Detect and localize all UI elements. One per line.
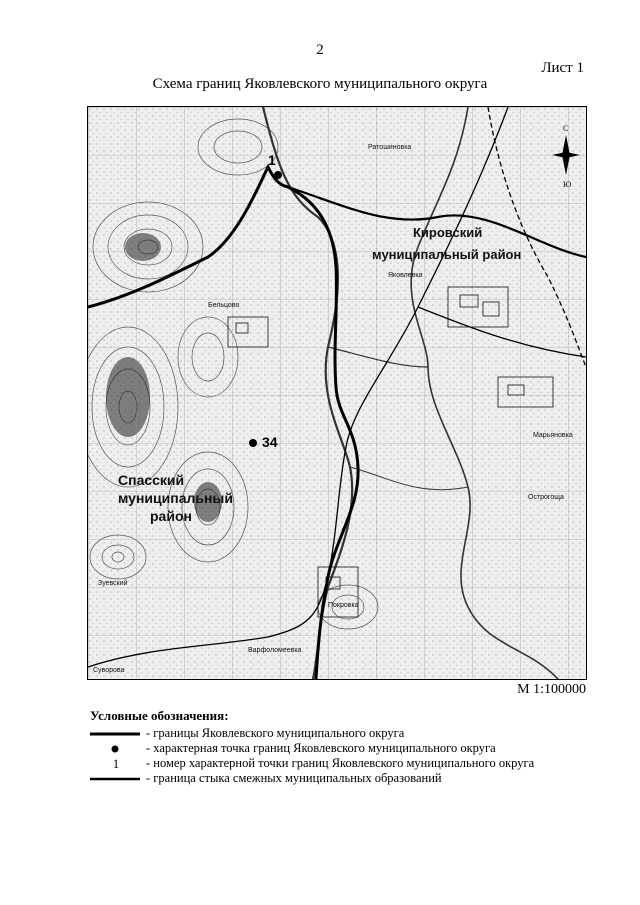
settlement-label: Марьяновка bbox=[533, 432, 573, 439]
page-number: 2 bbox=[316, 42, 324, 58]
region-label-kirovsky-line-1: Кировский bbox=[413, 225, 483, 240]
legend-adjacent-line-symbol bbox=[88, 771, 144, 787]
settlement-label: Яковлевка bbox=[388, 272, 423, 279]
map-title: Схема границ Яковлевского муниципального округа bbox=[152, 76, 488, 92]
topographic-map bbox=[87, 106, 587, 680]
boundary-point-34 bbox=[249, 439, 257, 447]
boundary-point-1 bbox=[274, 171, 282, 179]
map-canvas bbox=[88, 107, 586, 679]
region-label-kirovsky-line-2: муниципальный район bbox=[372, 247, 522, 262]
legend-item-text: - номер характерной точки границ Яковлевского муниципального округа bbox=[146, 756, 535, 770]
settlement-label: Варфоломеевка bbox=[248, 647, 302, 654]
settlement-label: Острогоща bbox=[528, 494, 564, 501]
settlement-label: Суворова bbox=[93, 667, 125, 674]
region-label-spassky-line-3: район bbox=[150, 508, 192, 524]
settlement-label: Бельцово bbox=[208, 302, 240, 309]
legend-item-text: - характерная точка границ Яковлевского муниципального округа bbox=[146, 741, 496, 755]
boundary-point-number: 1 bbox=[268, 152, 276, 168]
sheet-label: Лист 1 bbox=[541, 60, 584, 76]
legend-dot-symbol bbox=[88, 741, 144, 757]
legend-title: Условные обозначения: bbox=[90, 708, 229, 723]
settlement-label: Зуевский bbox=[98, 580, 128, 587]
legend-item-text: - границы Яковлевского муниципального округа bbox=[146, 726, 405, 740]
settlement-label: Покровка bbox=[328, 602, 359, 609]
region-label-spassky-line-1: Спасский bbox=[118, 472, 185, 488]
region-label-spassky-line-2: муниципальный bbox=[118, 490, 233, 506]
settlement-label: Ратошиновка bbox=[368, 144, 412, 151]
north-label: С bbox=[563, 124, 569, 133]
legend-boundary-line-symbol bbox=[88, 726, 144, 742]
boundary-point-number: 34 bbox=[262, 434, 278, 450]
legend-item-text: - граница стыка смежных муниципальных образований bbox=[146, 771, 442, 785]
legend-number-symbol: 1 bbox=[112, 757, 120, 771]
map-scale: М 1:100000 bbox=[517, 682, 586, 697]
south-label: Ю bbox=[563, 180, 572, 189]
